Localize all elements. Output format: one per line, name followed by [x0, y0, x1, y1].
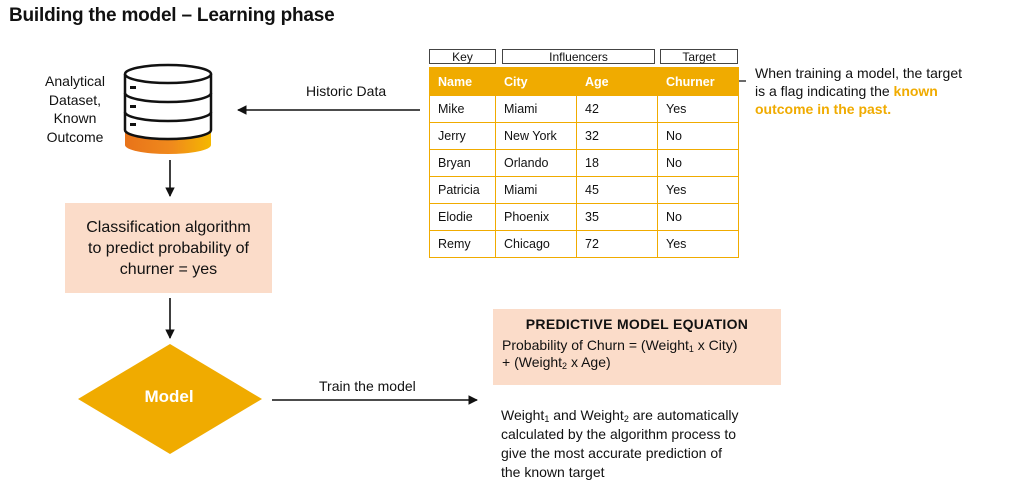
equation-line-1: Probability of Churn = (Weight$_1$ x City) — [502, 337, 738, 354]
predictive-model-equation-box — [493, 309, 781, 385]
model-label: Model — [144, 387, 194, 406]
table-cell: Orlando — [496, 150, 577, 177]
table-row — [430, 150, 739, 177]
column-header: Name — [430, 68, 496, 96]
table-cell: Jerry — [430, 123, 496, 150]
table-cell: 35 — [577, 204, 658, 231]
train-model-label: Train the model — [319, 378, 416, 394]
table-cell: 18 — [577, 150, 658, 177]
table-cell: 32 — [577, 123, 658, 150]
column-header: City — [496, 68, 577, 96]
table-row — [430, 204, 739, 231]
column-header: Churner — [658, 68, 739, 96]
table-cell: 45 — [577, 177, 658, 204]
column-header: Age — [577, 68, 658, 96]
page-title: Building the model – Learning phase — [9, 5, 335, 26]
table-cell: 42 — [577, 96, 658, 123]
target-header: Target — [660, 49, 738, 64]
table-cell: Miami — [496, 177, 577, 204]
weights-explanation: Weight$_1$ and Weight$_2$ are automatically calculated by the algorithm process to give the most accurate prediction of the known target — [501, 407, 739, 480]
classification-algorithm-box: Classification algorithm to predict probability of churner = yes — [65, 203, 272, 293]
table-cell: New York — [496, 123, 577, 150]
target-note: When training a model, the target is a flag indicating the known outcome in the past. — [755, 65, 963, 117]
table-header-row — [430, 68, 739, 96]
table-cell: Chicago — [496, 231, 577, 258]
table-row — [430, 177, 739, 204]
table-cell: Miami — [496, 96, 577, 123]
dataset-label: Analytical Dataset, Known Outcome — [45, 73, 105, 145]
table-cell: 72 — [577, 231, 658, 258]
table-cell: Remy — [430, 231, 496, 258]
influencers-header: Influencers — [502, 49, 655, 64]
key-header: Key — [429, 49, 496, 64]
table-cell: Yes — [658, 177, 739, 204]
historic-data-label: Historic Data — [306, 83, 387, 99]
table-row — [430, 231, 739, 258]
table-cell: Yes — [658, 96, 739, 123]
table-cell: Patricia — [430, 177, 496, 204]
table-cell: Yes — [658, 231, 739, 258]
table-cell: No — [658, 150, 739, 177]
table-cell: No — [658, 204, 739, 231]
table-row — [430, 96, 739, 123]
equation-line-2: + (Weight$_2$ x Age) — [502, 354, 611, 371]
equation-title: PREDICTIVE MODEL EQUATION — [525, 316, 749, 332]
table-row — [430, 123, 739, 150]
training-data-table — [429, 67, 739, 258]
table-cell: Mike — [430, 96, 496, 123]
table-cell: Elodie — [430, 204, 496, 231]
table-cell: Bryan — [430, 150, 496, 177]
table-cell: No — [658, 123, 739, 150]
table-cell: Phoenix — [496, 204, 577, 231]
